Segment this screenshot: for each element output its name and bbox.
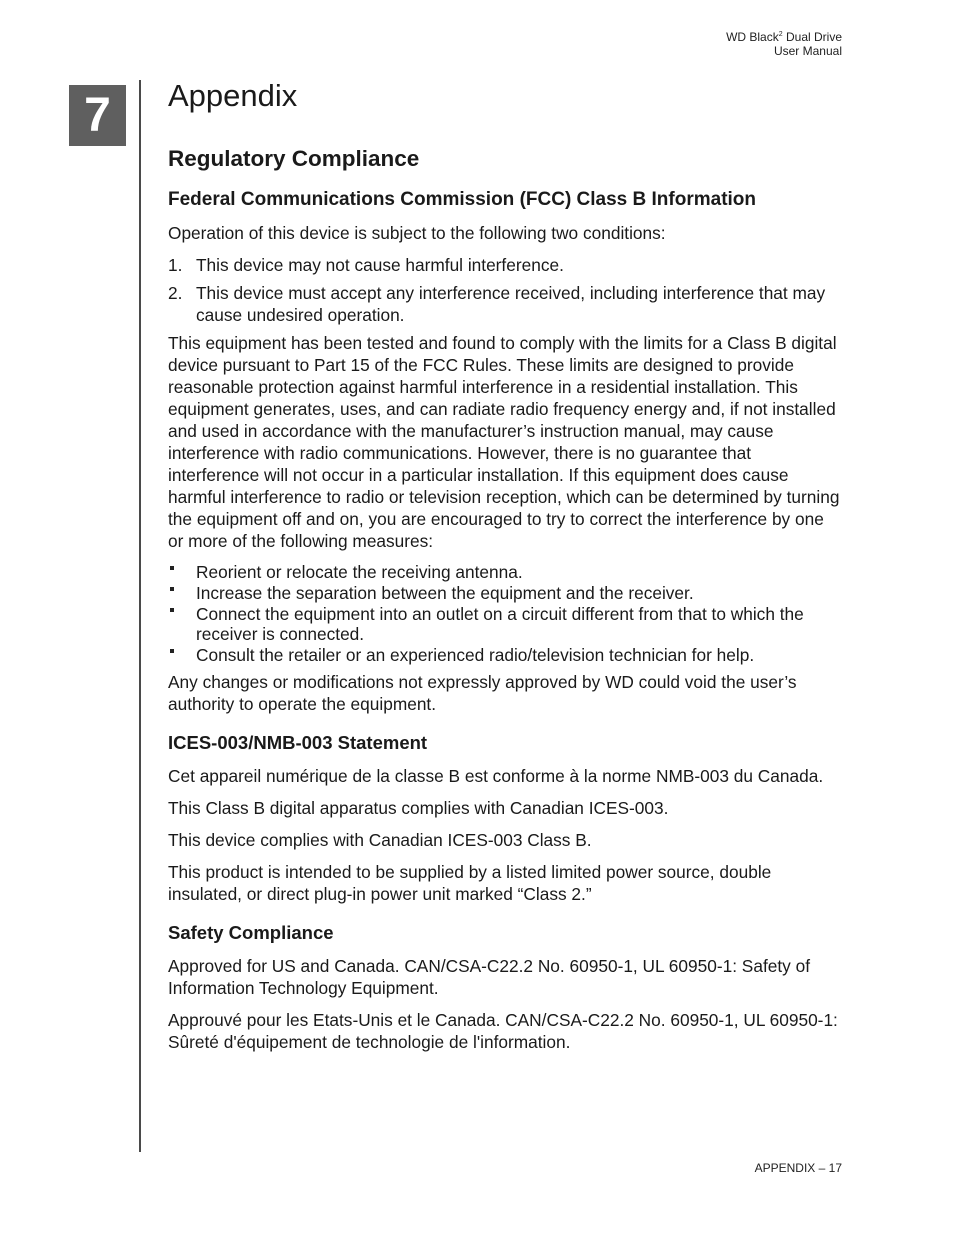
chapter-divider: [139, 80, 141, 1152]
ices-paragraph-4: This product is intended to be supplied by a listed limited power source, double insulated, or direct plug-in power unit marked “Class 2.”: [168, 862, 772, 904]
chapter-number-badge: 7: [69, 85, 126, 146]
fcc-conditions-list: [168, 254, 840, 326]
fcc-closing: Any changes or modifications not expressly approved by WD could void the user’s authority to operate the equipment.: [168, 672, 797, 714]
list-item: Connect the equipment into an outlet on a circuit different from that to which the receiver is connected.: [168, 604, 840, 644]
safety-paragraph-2: Approuvé pour les Etats-Unis et le Canada. CAN/CSA-C22.2 No. 60950-1, UL 60950-1: Sûreté d'équipement de technologie de l'information.: [168, 1010, 838, 1052]
document-name: User Manual: [773, 44, 842, 58]
bullet-icon: [170, 566, 174, 570]
list-item: 2. This device must accept any interference received, including interference that may cause undesired operation.: [168, 283, 826, 325]
bullet-icon: [170, 608, 174, 612]
ices-paragraph-1: Cet appareil numérique de la classe B est conforme à la norme NMB-003 du Canada.: [168, 766, 824, 786]
bullet-icon: [170, 587, 174, 591]
list-item: Consult the retailer or an experienced radio/television technician for help.: [168, 645, 840, 665]
safety-paragraph-1: Approved for US and Canada. CAN/CSA-C22.2 No. 60950-1, UL 60950-1: Safety of Information Technology Equipment.: [168, 956, 811, 998]
chapter-title: Appendix: [168, 78, 298, 113]
bullet-icon: [170, 649, 174, 653]
safety-heading: Safety Compliance: [168, 922, 334, 943]
page-footer: APPENDIX – 17: [754, 1161, 842, 1175]
fcc-paragraph: This equipment has been tested and found to comply with the limits for a Class B digital device pursuant to Part 15 of the FCC Rules. These limits are designed to provide reasonable protection against harmful interference in a residential installation. This equipment generates, uses, and can radiate radio frequency energy and, if not installed and used in accordance with the manufacturer’s instruction manual, may cause interference with radio communications. However, there is no guarantee that interference will not occur in a particular installation. If this equipment does cause harmful interference to radio or television reception, which can be determined by turning the equipment off and on, you are encouraged to try to correct the interference by one or more of the following measures:: [168, 333, 840, 551]
page-content: [168, 72, 840, 1053]
fcc-intro: Operation of this device is subject to the following two conditions:: [168, 223, 666, 243]
product-name: WD Black$^2$ Dual Drive: [726, 30, 842, 44]
list-item: Reorient or relocate the receiving antenna.: [168, 562, 840, 582]
list-item: Increase the separation between the equipment and the receiver.: [168, 583, 840, 603]
ices-paragraph-3: This device complies with Canadian ICES-003 Class B.: [168, 830, 592, 850]
ices-heading: ICES-003/NMB-003 Statement: [168, 732, 428, 753]
running-header: [726, 28, 842, 58]
section-title: Regulatory Compliance: [168, 146, 420, 171]
fcc-measures-list: [168, 562, 840, 665]
fcc-heading: Federal Communications Commission (FCC) Class B Information: [168, 189, 757, 210]
ices-paragraph-2: This Class B digital apparatus complies with Canadian ICES-003.: [168, 798, 669, 818]
list-item: 1. This device may not cause harmful interference.: [168, 255, 564, 275]
